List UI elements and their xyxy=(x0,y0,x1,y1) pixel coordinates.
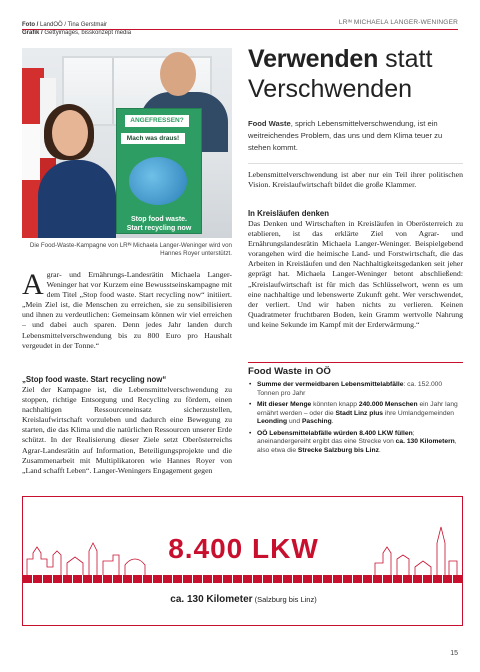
item3-text2: , also etwa die xyxy=(257,438,457,454)
distance-text: (Salzburg bis Linz) xyxy=(252,595,317,604)
truck-banner xyxy=(22,496,463,626)
article-lead xyxy=(248,118,463,154)
left-paragraph-2: Ziel der Kampagne ist, die Lebensmittelverschwendung zu stoppen, richtige Entsorgung und Recycling zu fördern, einen nachhaltigen Ressourceneinsatz sicherzustellen, Kreislaufwirtschaft vorzuleben und dadurch eine Bewegung zu starten, die das Klima und die natürlichen Ressourcen unserer Erde schützt. In der Realisierung dieser Ziele setzt Oberösterreichs Agrar-Landesrätin auf Information, Beteiligungsprojekte und die Zusammenarbeit mit Multiplikatoren wie Hannes Royer von „Land schafft Leben“. Langer-Weningers Engagement gegen xyxy=(22,385,232,475)
infobox-item-2 xyxy=(248,401,463,427)
poster-line-3: Stop food waste. xyxy=(131,216,187,223)
distance-bold: ca. 130 Kilometer xyxy=(170,594,253,605)
right-paragraph-1: Lebensmittelverschwendung ist aber nur ein Teil ihrer politischen Vision. Kreislaufwirtschaft bildet die große Klammer. xyxy=(248,170,463,190)
lead-text: , sprich Lebensmittelverschwendung, ist ein weitreichendes Problem, das uns und dem Klima teuer zu stehen kommt. xyxy=(248,119,443,152)
item2-text1: könnten knapp xyxy=(311,401,359,408)
left-paragraph-1 xyxy=(22,270,232,351)
lead-divider xyxy=(248,163,463,164)
credit-foto-label: Foto / xyxy=(22,22,39,28)
infobox-title: Food Waste in OÖ xyxy=(248,366,331,377)
header-divider xyxy=(22,29,458,30)
truck-count: 8.400 LKW xyxy=(168,533,319,564)
globe-icon xyxy=(129,157,187,205)
item3-bold1: OÖ Lebensmittelabfälle würden 8.400 LKW füllen xyxy=(257,429,413,437)
item1-text: : ca. 152.000 Tonnen pro Jahr xyxy=(257,381,443,397)
item2-bold3: Stadt Linz plus xyxy=(335,409,384,417)
right-column-section xyxy=(248,209,463,330)
lead-bold: Food Waste xyxy=(248,119,291,128)
item2-text2: ein Jahr lang ernährt werden – oder die xyxy=(257,401,458,417)
photo-person-woman-body xyxy=(38,160,116,238)
right-paragraph-2: Das Denken und Wirtschaften in Kreisläufen in Oberösterreich zu etablieren, ist das erklärte Ziel von Agrar- und Ernährungslandesrätin Michaela Langer-Weninger. Beispielgebend vorangehen wird die heimische Land- und Forstwirtschaft, die das Arbeiten in Kreisläufen und den Nachhaltigkeitsgedanken seit jeher geprägt hat. Michaela Langer-Weninger betont abschließend: „Kreislaufwirtschaft ist für mich das Schlüsselwort, wenn es um eine nachhaltige und lebenswerte Zukunft geht. Wer verschwendet, der verliert. Und wir haben nichts zu verlieren. Keinen Quadratmeter fruchtbaren Boden, kein Gramm wertvolle Nahrung und keine Sekunde im Kampf mit der Erderwärmung.“ xyxy=(248,219,463,329)
photo-person-woman-head xyxy=(52,110,88,156)
item2-bold5: Pasching xyxy=(301,418,332,425)
credit-foto-text: LandOÖ / Tina Gerstmair xyxy=(40,22,108,28)
poster-line-2: Mach was draus! xyxy=(121,133,185,144)
dropcap: A xyxy=(22,268,44,301)
item3-text1: ; aneinandergereiht ergibt das eine Strecke von xyxy=(257,429,415,445)
left-paragraph-1-text: grar- und Ernährungs-Landesrätin Michaela Langer-Weninger hat vor Kurzem eine Bewusstseinskampagne mit dem Titel „Stop food waste. Start recycling now“ initiiert. „Mein Ziel ist, die Menschen zu erreichen, sie zu sensibilisieren und ihnen zu verdeutlichen: Gemeinsam können wir viel erreichen – und dabei auch sparen. Denn jedes Jahr landen durch Lebensmittelverschwendung bis zu 800 Euro pro Haushalt vergeudet in der Tonne.“ xyxy=(22,270,232,350)
item2-bold4: Leonding xyxy=(257,418,288,425)
item2-text3: ihre Umlandgemeinden xyxy=(383,409,455,417)
item2-text5: . xyxy=(331,418,334,425)
item2-bold1: Mit dieser Menge xyxy=(257,401,312,408)
photo-person-man-head xyxy=(160,52,196,96)
poster-line-4: Start recycling now xyxy=(126,225,192,232)
poster-line-1: ANGEFRESSEN? xyxy=(125,115,189,127)
subhead-campaign: „Stop food waste. Start recycling now“ xyxy=(22,375,167,384)
item1-bold: Summe der vermeidbaren Lebensmittelabfälle xyxy=(257,381,404,388)
article-headline xyxy=(248,46,463,102)
item3-bold2: ca. 130 Kilometern xyxy=(395,438,455,445)
photo-caption: Die Food-Waste-Kampagne von LRᴵᴺ Michaela Langer-Weninger wird von Hannes Royer unterstützt. xyxy=(29,242,232,257)
credit-grafik-label: Grafik / xyxy=(22,30,43,36)
infobox-food-waste xyxy=(248,362,463,458)
item3-bold3: Strecke Salzburg bis Linz xyxy=(297,446,379,454)
credit-grafik-text: Gettyimages, bisskonzept media xyxy=(44,30,132,36)
infobox-item-1 xyxy=(248,381,463,398)
headline-line-2: Verschwenden xyxy=(248,75,413,103)
headline-rest: statt xyxy=(378,45,433,73)
headline-bold: Verwenden xyxy=(248,45,379,73)
subhead-kreislaeufe: In Kreisläufen denken xyxy=(248,209,330,218)
distance-label xyxy=(23,594,463,605)
infobox-item-3 xyxy=(248,430,463,456)
page-number: 15 xyxy=(450,650,458,657)
item2-bold2: 240.000 Menschen xyxy=(358,401,418,408)
left-column-section xyxy=(22,375,232,476)
poster-slogan xyxy=(117,215,201,233)
article-photo xyxy=(22,48,232,238)
item2-text4: und xyxy=(287,418,302,425)
item3-text3: . xyxy=(378,446,381,454)
truck-line xyxy=(23,575,462,583)
section-label: LRᴵᴺ MICHAELA LANGER-WENINGER xyxy=(338,19,458,26)
campaign-poster xyxy=(116,108,202,234)
